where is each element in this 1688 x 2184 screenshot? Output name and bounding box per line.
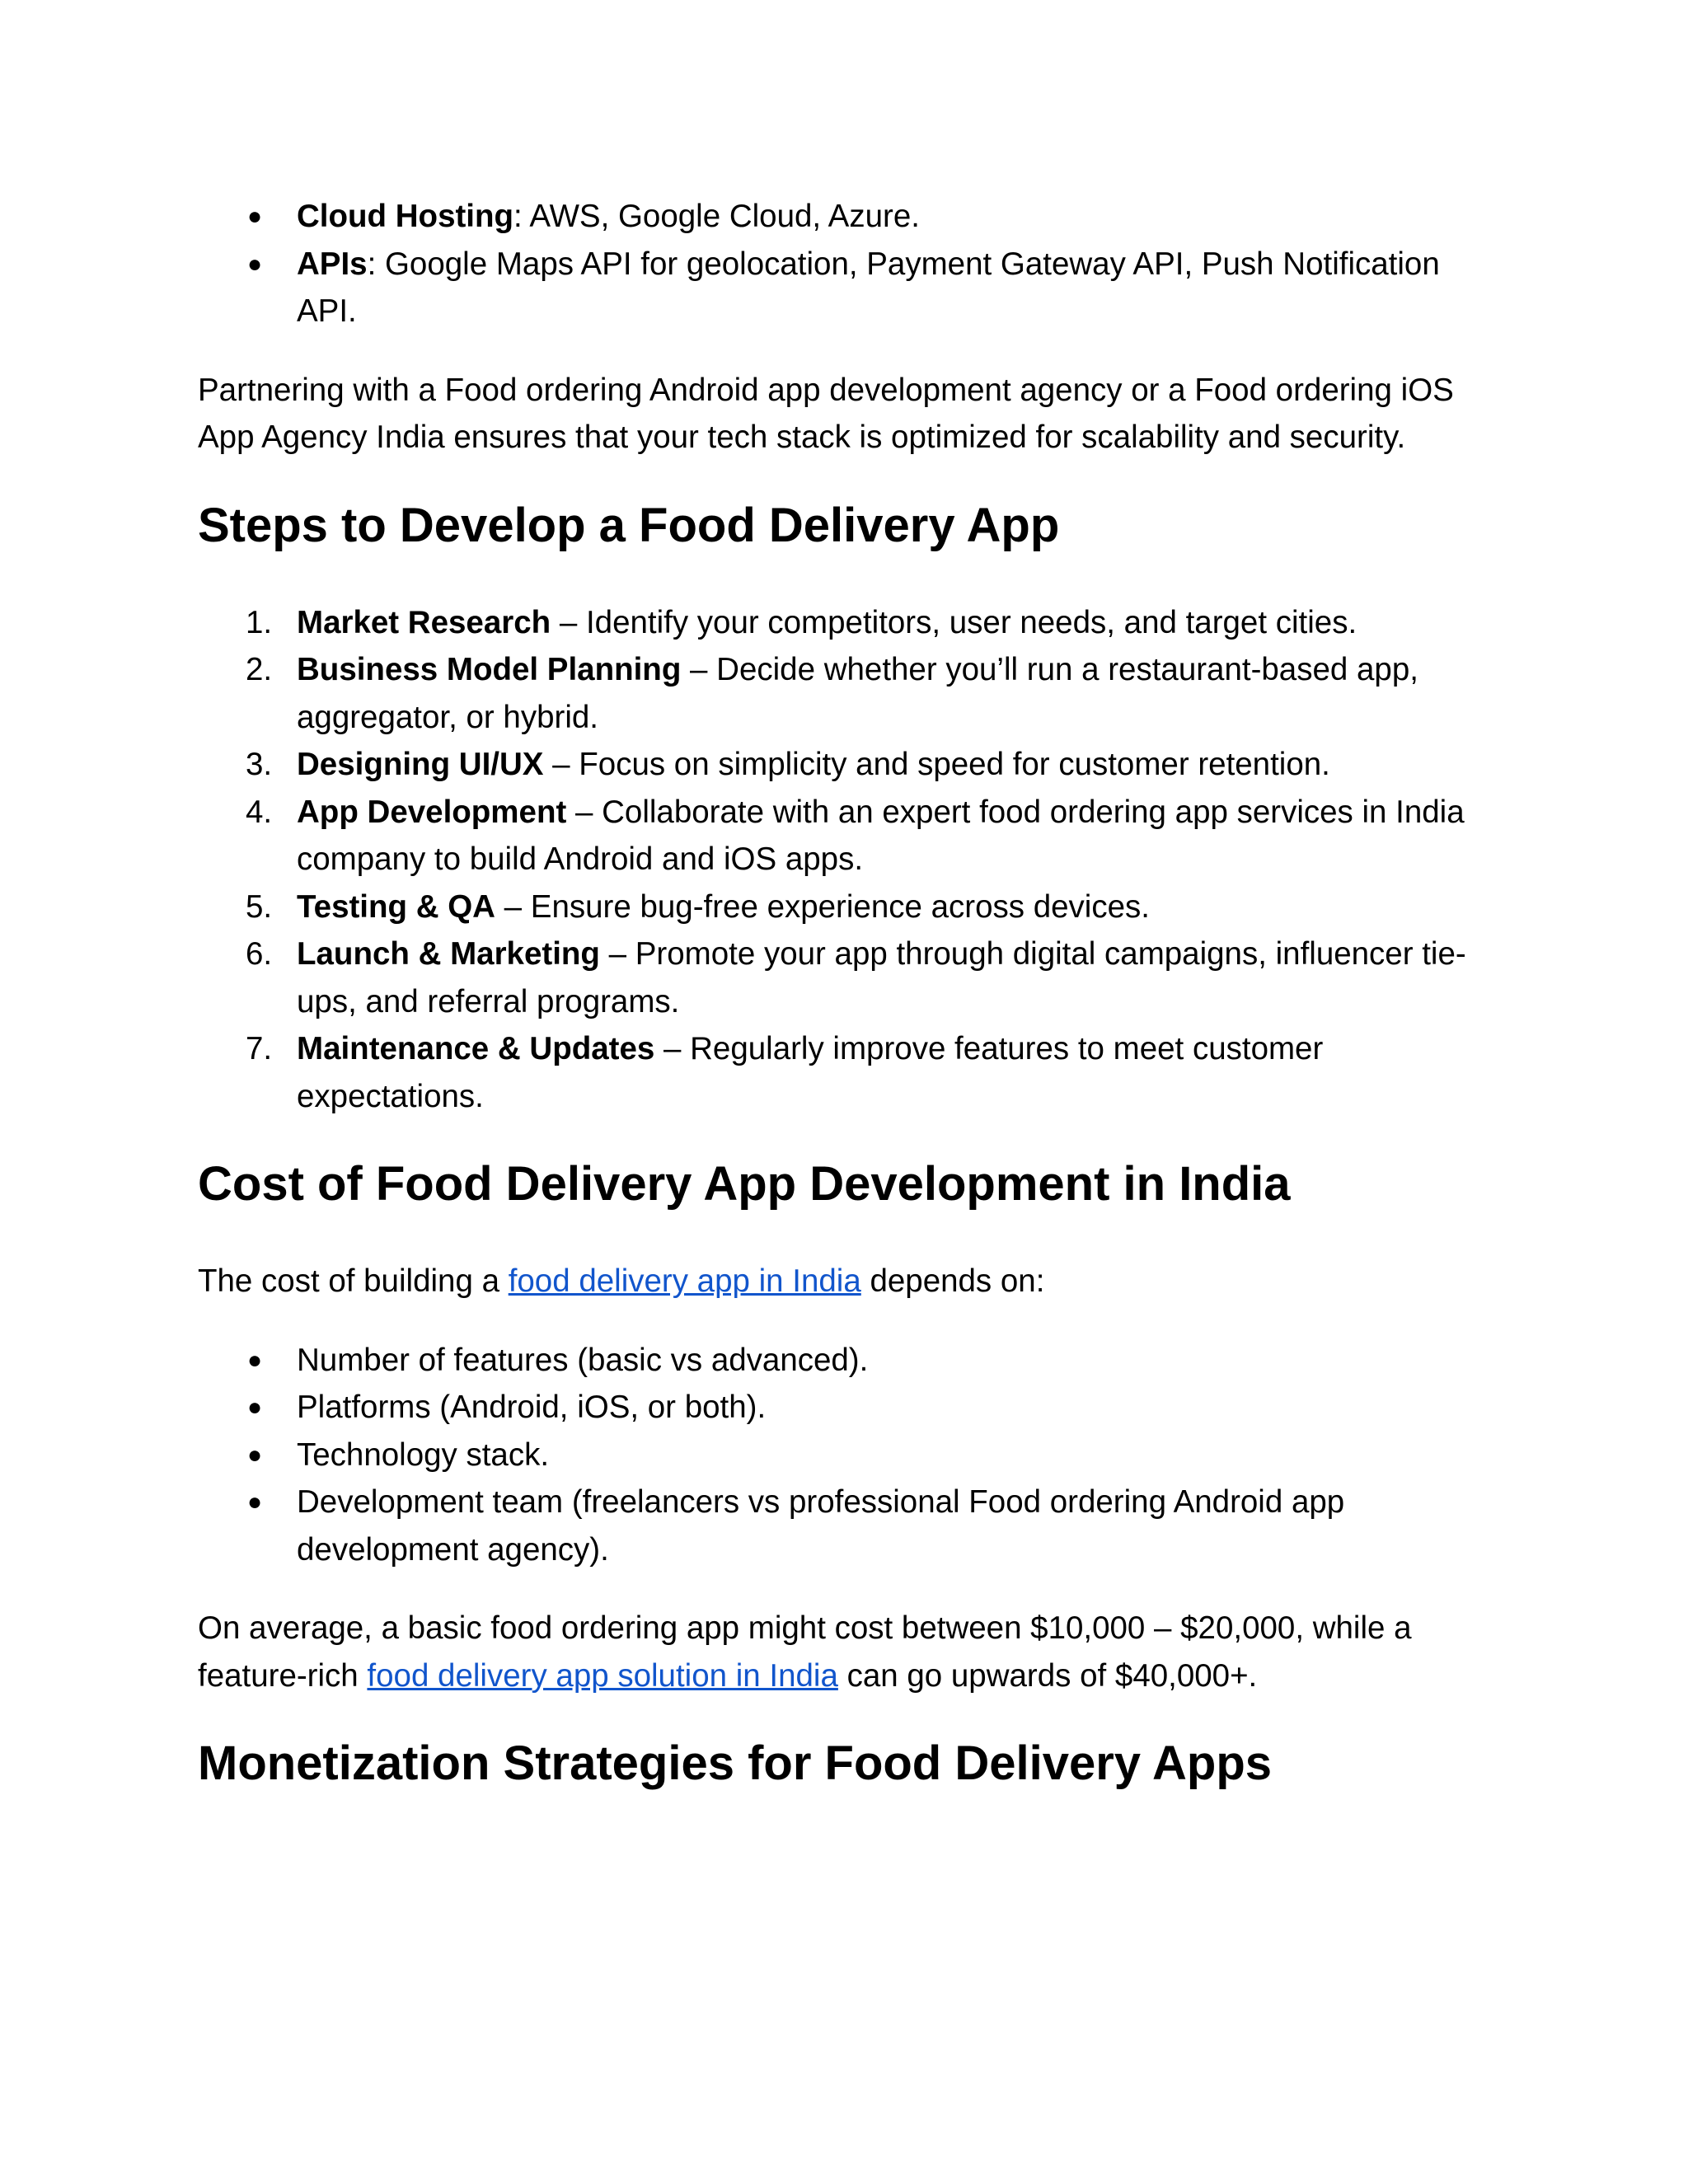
step-title: Designing UI/UX bbox=[297, 747, 544, 782]
item-text: Number of features (basic vs advanced). bbox=[297, 1342, 869, 1378]
item-bold-label: Cloud Hosting bbox=[297, 199, 514, 234]
step-title: Testing & QA bbox=[297, 888, 495, 925]
steps-heading: Steps to Develop a Food Delivery App bbox=[198, 498, 1060, 552]
list-item bbox=[198, 241, 1484, 335]
step-number: 6. bbox=[246, 936, 273, 972]
cost-intro-text-after: depends on: bbox=[860, 1263, 1045, 1299]
cost-heading: Cost of Food Delivery App Development in India bbox=[198, 1157, 1291, 1211]
average-cost-text: On average, a basic food ordering app might cost between $10,000 – $20,000, while a feature-rich bbox=[198, 1610, 1412, 1694]
step-title: App Development bbox=[297, 794, 567, 830]
step-number: 3. bbox=[246, 747, 273, 782]
step-item bbox=[198, 883, 1484, 931]
partnering-paragraph: Partnering with a Food ordering Android app development agency or a Food ordering iOS App Agency India ensures that your tech stack is optimized for scalability and security. bbox=[198, 372, 1454, 455]
steps-list bbox=[198, 599, 1484, 1121]
step-item bbox=[198, 646, 1484, 741]
cost-factors-list bbox=[198, 1337, 1484, 1574]
step-item bbox=[198, 789, 1484, 883]
bullet-icon: ● bbox=[247, 250, 263, 278]
item-text: : Google Maps API for geolocation, Payment Gateway API, Push Notification API. bbox=[297, 246, 1440, 329]
monetization-heading: Monetization Strategies for Food Delivery Apps bbox=[198, 1736, 1273, 1790]
list-item bbox=[198, 1337, 1484, 1385]
step-text: – Focus on simplicity and speed for customer retention. bbox=[543, 747, 1330, 782]
item-text: Technology stack. bbox=[297, 1436, 550, 1473]
step-text: – Ensure bug-free experience across devices. bbox=[495, 888, 1150, 925]
item-text: : AWS, Google Cloud, Azure. bbox=[513, 199, 920, 234]
item-text: Development team (freelancers vs professional Food ordering Android app development agency). bbox=[297, 1484, 1345, 1568]
step-title: Business Model Planning bbox=[297, 652, 682, 687]
tech-stack-list bbox=[198, 193, 1484, 335]
step-text: – Regularly improve features to meet customer expectations. bbox=[297, 1031, 1324, 1114]
list-item bbox=[198, 1384, 1484, 1432]
step-number: 2. bbox=[246, 652, 273, 687]
step-number: 5. bbox=[246, 888, 273, 925]
step-title: Launch & Marketing bbox=[297, 936, 600, 972]
average-cost-text-after: can go upwards of $40,000+. bbox=[837, 1657, 1258, 1694]
document-page bbox=[198, 193, 1484, 1793]
cost-intro-paragraph bbox=[198, 1258, 1484, 1305]
step-title: Market Research bbox=[297, 604, 551, 640]
step-text: – Identify your competitors, user needs, and target cities. bbox=[551, 604, 1357, 640]
list-item bbox=[198, 193, 1484, 241]
step-item bbox=[198, 930, 1484, 1025]
step-text: – Decide whether you’ll run a restaurant-based app, aggregator, or hybrid. bbox=[297, 652, 1418, 735]
bullet-icon: ● bbox=[247, 203, 263, 230]
step-text: – Collaborate with an expert food ordering app services in India company to build Android and iOS apps. bbox=[297, 794, 1465, 877]
food-delivery-app-link[interactable]: food delivery app in India bbox=[508, 1263, 861, 1299]
step-number: 1. bbox=[246, 604, 273, 640]
list-item bbox=[198, 1432, 1484, 1479]
step-text: – Promote your app through digital campaigns, influencer tie-ups, and referral programs. bbox=[297, 936, 1466, 1019]
bullet-icon: ● bbox=[247, 1488, 263, 1516]
average-cost-paragraph bbox=[198, 1605, 1484, 1699]
bullet-icon: ● bbox=[247, 1394, 263, 1421]
cost-intro-text: The cost of building a bbox=[198, 1263, 509, 1299]
list-item bbox=[198, 1479, 1484, 1573]
step-item bbox=[198, 599, 1484, 647]
item-text: Platforms (Android, iOS, or both). bbox=[297, 1390, 767, 1425]
step-item bbox=[198, 1025, 1484, 1120]
step-number: 7. bbox=[246, 1031, 273, 1066]
food-delivery-solution-link[interactable]: food delivery app solution in India bbox=[367, 1657, 838, 1694]
item-bold-label: APIs bbox=[297, 246, 368, 282]
bullet-icon: ● bbox=[247, 1346, 263, 1374]
step-item bbox=[198, 741, 1484, 789]
bullet-icon: ● bbox=[247, 1441, 263, 1469]
step-number: 4. bbox=[246, 794, 273, 830]
step-title: Maintenance & Updates bbox=[297, 1031, 655, 1066]
